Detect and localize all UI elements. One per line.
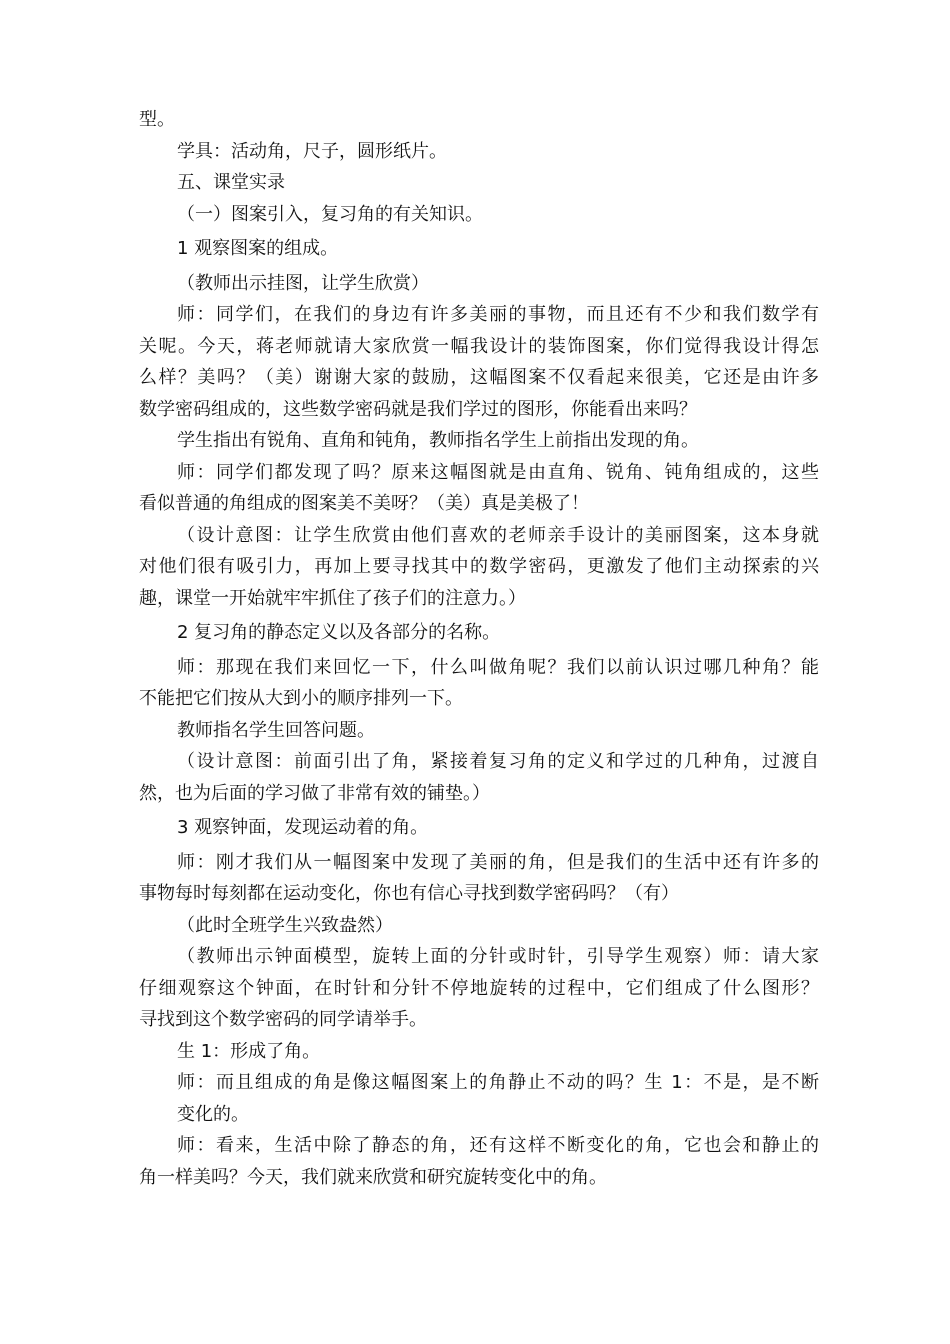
text-line: 教师指名学生回答问题。: [177, 719, 375, 741]
text-line: （此时全班学生兴致盎然）: [177, 914, 393, 936]
text-line: 师：同学们，在我们的身边有许多美丽的事物，而且还有不少和我们数学有: [177, 304, 819, 325]
text-line: 关呢。今天，蒋老师就请大家欣赏一幅我设计的装饰图案，你们觉得我设计得怎: [139, 335, 819, 357]
text-line: 仔细观察这个钟面，在时针和分针不停地旋转的过程中，它们组成了什么图形？: [139, 977, 819, 999]
text-line: （设计意图：让学生欣赏由他们喜欢的老师亲手设计的美丽图案，这本身就: [177, 524, 819, 546]
text-line: 事物每时每刻都在运动变化，你也有信心寻找到数学密码吗？（有）: [139, 883, 679, 904]
text-line: 师：同学们都发现了吗？原来这幅图就是由直角、锐角、钝角组成的，这些: [177, 461, 819, 483]
text-line: 师：那现在我们来回忆一下，什么叫做角呢？我们以前认识过哪几种角？能: [177, 656, 819, 678]
text-line: 看似普通的角组成的图案美不美呀？（美）真是美极了！: [139, 493, 589, 514]
text-line: 生 1：形成了角。: [177, 1040, 321, 1062]
text-line: 学生指出有锐角、直角和钝角，教师指名学生上前指出发现的角。: [177, 430, 699, 451]
text-line: 对他们很有吸引力，再加上要寻找其中的数学密码，更激发了他们主动探索的兴: [139, 556, 819, 577]
document-body: [139, 104, 819, 1193]
step-heading: 1 观察图案的组成。: [177, 238, 339, 259]
text-line: 寻找到这个数学密码的同学请举手。: [139, 1009, 427, 1030]
text-line: 数学密码组成的，这些数学密码就是我们学过的图形，你能看出来吗？: [139, 398, 697, 420]
step-heading: 2 复习角的静态定义以及各部分的名称。: [177, 622, 501, 643]
text-line: 趣，课堂一开始就牢牢抓住了孩子们的注意力。）: [139, 587, 526, 609]
text-line: 型。: [139, 109, 175, 130]
text-line: 么样？美吗？（美）谢谢大家的鼓励，这幅图案不仅看起来很美，它还是由许多: [139, 367, 819, 388]
text-line: （设计意图：前面引出了角，紧接着复习角的定义和学过的几种角，过渡自: [177, 751, 819, 772]
text-line: 师：看来，生活中除了静态的角，还有这样不断变化的角，它也会和静止的: [177, 1135, 819, 1156]
step-heading: 3 观察钟面，发现运动着的角。: [177, 817, 429, 838]
text-line: （教师出示钟面模型，旋转上面的分针或时针，引导学生观察）师：请大家: [177, 946, 819, 967]
section-heading: 五、课堂实录: [177, 172, 285, 193]
text-line: 学具：活动角，尺子，圆形纸片。: [177, 140, 447, 162]
text-line: （教师出示挂图，让学生欣赏）: [177, 272, 429, 294]
text-line: 师：刚才我们从一幅图案中发现了美丽的角，但是我们的生活中还有许多的: [177, 851, 819, 873]
text-line: 师：而且组成的角是像这幅图案上的角静止不动的吗？生 1：不是，是不断: [177, 1072, 819, 1093]
text-line: 变化的。: [177, 1103, 249, 1125]
text-line: 不能把它们按从大到小的顺序排列一下。: [139, 688, 463, 709]
text-line: 然，也为后面的学习做了非常有效的铺垫。）: [139, 782, 490, 804]
subsection-heading: （一）图案引入，复习角的有关知识。: [177, 203, 483, 225]
text-line: 角一样美吗？今天，我们就来欣赏和研究旋转变化中的角。: [139, 1166, 607, 1188]
